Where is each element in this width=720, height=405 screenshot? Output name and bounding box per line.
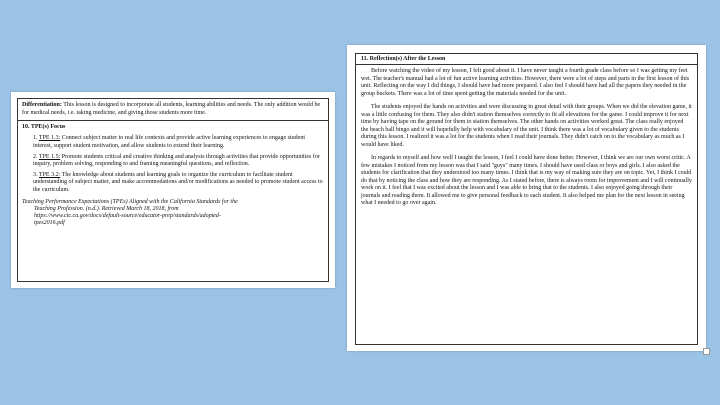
differentiation-label: Differentiation:: [22, 102, 62, 108]
tpe-item-label: TPE 1.3:: [38, 135, 61, 142]
resize-handle[interactable]: [703, 348, 710, 355]
tpe-item: 3. TPE 3.2: The knowledge about students and learning goals to organize the curriculum to facilitate student understanding of subject matter, and make accommodations and/or modifications as needed to promote student access to the curriculum.: [33, 172, 323, 193]
citation-line: Teaching Performance Expectations (TPEs) Aligned with the California Standards for the: [22, 198, 238, 205]
differentiation-cell: [18, 99, 328, 121]
tpe-item-label: TPE 1.5:: [38, 153, 61, 160]
tpe-citation: [22, 199, 324, 227]
tpe-item-text: Connect subject matter to real life contexts and provide active learning experiences to engage student interest, support student motivation, and allow students to extend their learning.: [33, 135, 305, 149]
differentiation-text: This lesson is designed to incorporate all students, learning abilities and needs. The only addition would be for medical needs, i.e. taking medicine, and giving those students more time.: [22, 102, 321, 116]
left-document-page: [11, 92, 335, 288]
tpe-item: 1. TPE 1.3: Connect subject matter to real life contexts and provide active learning experiences to engage student interest, support student motivation, and allow students to extend their learning.: [33, 135, 305, 149]
reflection-paragraph: Before watching the video of my lesson, I felt good about it. I have never taught a fourth grade class before so I was getting my feet wet. The teacher's manual had a lot of fun active learning activities. However, there were a lot of steps and parts in the first lesson of this unit. Reflecting on the way I did things, I should have had more prepared. I also feel I should have had all the papers they needed in the group buckets. There was a lot of time spent getting the materials needed for the unit.: [361, 68, 690, 97]
citation-url: tpes2016.pdf: [34, 219, 65, 226]
tpe-focus-cell: [18, 121, 328, 229]
citation-url: https://www.ctc.ca.gov/docs/default-source/educator-prep/standards/adopted-: [34, 212, 221, 219]
tpe-focus-title: 10. TPE(s) Focus: [22, 124, 66, 131]
reflection-paragraph: The students enjoyed the hands on activities and were discussing in great detail with their groups. When we did the elevation game, it was a little confusing for them. They also didn't station themselves correctly to fit all elevations for the game. I could improve it for next time by having tape on the ground for them to station themselves. The other hands on activities worked great. The class really enjoyed the beach ball bingo and it will hopefully help with vocabulary of the unit. I think there was a lot of vocabulary given to the students during this lesson. I realized it was a lot for the students when I read their journals. They didn't catch on to the vocabulary as much as I would have liked.: [361, 104, 692, 148]
tpe-item: 2. TPE 1.5: Promote students critical and creative thinking and analysis through activities that provide opportunities for inquiry, problem solving, responding to and framing meaningful questions, and reflection.: [33, 153, 320, 167]
reflection-paragraph: In regards to myself and how well I taught the lesson, I feel I could have done better. However, I think we are our own worst critic. A few mistakes I noticed from my lesson was that I said "guys" many times. I should have used class or boys and girls. I also asked the students for clarification that they understood too many times. I think that is my way of making sure they are on topic. Yet, I think I could do that by noticing the class and how they are responding. As I stated before, there is always room for improvement and I will continually work on it. I feel that I was excited about the lesson and I was able to bring that to the students. I also enjoyed going through their journals and reading them. It allowed me to give personal feedback to each student. It also helped me plan for the next lesson in seeing what I needed to go over again.: [361, 155, 692, 206]
tpe-item-label: TPE 3.2:: [38, 172, 61, 179]
reflection-body: [356, 65, 697, 217]
reflection-heading: 11. Reflection(s) After the Lesson: [356, 54, 697, 65]
right-document-page: [347, 45, 706, 351]
tpe-item-text: Promote students critical and creative thinking and analysis through activities that provide opportunities for inquiry, problem solving, responding to and framing meaningful questions, and reflection.: [33, 153, 320, 167]
reflection-table: [355, 53, 698, 345]
left-page-table: [17, 98, 329, 282]
tpe-item-text: The knowledge about students and learning goals to organize the curriculum to facilitate student understanding of subject matter, and make accommodations and/or modifications as needed to promote student access to the curriculum.: [33, 172, 323, 193]
citation-line: Teaching Profession. (n.d.). Retrieved March 18, 2018, from: [34, 205, 179, 212]
